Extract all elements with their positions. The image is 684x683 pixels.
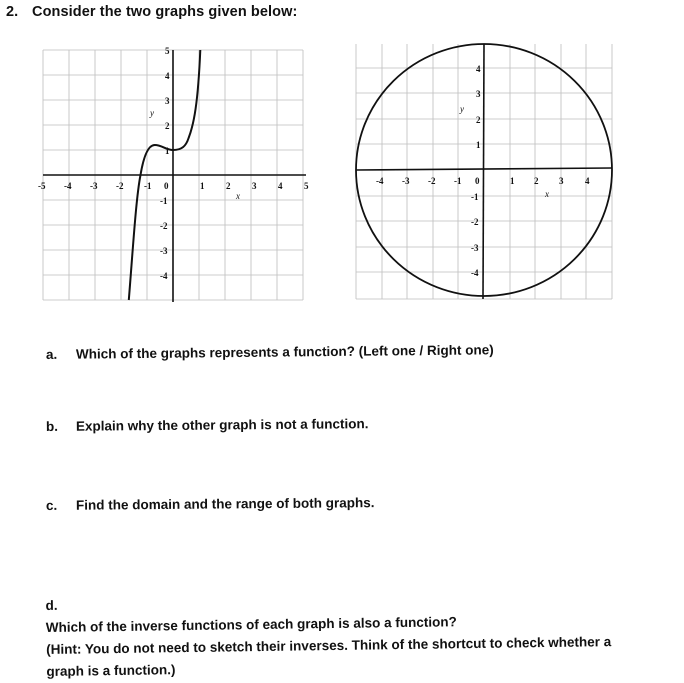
part-c-text: Find the domain and the range of both graphs. bbox=[75, 495, 375, 513]
part-d-question: Which of the inverse functions of each graph is also a function? bbox=[45, 614, 457, 636]
svg-text:-3: -3 bbox=[160, 246, 168, 256]
right-y-axis bbox=[483, 44, 484, 299]
left-graph-canvas bbox=[36, 48, 326, 310]
svg-text:4: 4 bbox=[476, 64, 481, 74]
svg-text:4: 4 bbox=[165, 71, 170, 81]
svg-text:-2: -2 bbox=[160, 221, 168, 231]
question-text: Consider the two graphs given below: bbox=[32, 4, 298, 20]
svg-text:-4: -4 bbox=[64, 181, 72, 191]
svg-text:-3: -3 bbox=[402, 176, 410, 186]
part-b-letter: b. bbox=[45, 418, 59, 434]
right-x-label: x bbox=[545, 189, 549, 199]
svg-text:-4: -4 bbox=[376, 176, 384, 186]
part-a-text: Which of the graphs represents a function? (Left one / Right one) bbox=[75, 342, 494, 362]
right-graph bbox=[350, 42, 630, 304]
svg-text:3: 3 bbox=[252, 181, 257, 191]
svg-text:3: 3 bbox=[476, 89, 481, 99]
left-x-label: x bbox=[236, 191, 240, 201]
svg-text:-1: -1 bbox=[144, 181, 152, 191]
part-a-letter: a. bbox=[45, 346, 58, 362]
svg-text:2: 2 bbox=[226, 181, 231, 191]
svg-text:-2: -2 bbox=[471, 217, 479, 227]
svg-text:-1: -1 bbox=[471, 192, 479, 202]
part-d-letter: d. bbox=[45, 597, 58, 614]
svg-text:2: 2 bbox=[476, 115, 481, 125]
svg-text:-1: -1 bbox=[160, 196, 168, 206]
svg-text:-5: -5 bbox=[38, 181, 46, 191]
svg-text:-2: -2 bbox=[116, 181, 124, 191]
question-title bbox=[6, 4, 297, 20]
svg-text:2: 2 bbox=[534, 176, 539, 186]
svg-text:3: 3 bbox=[559, 176, 564, 186]
left-graph bbox=[36, 48, 326, 310]
svg-text:1: 1 bbox=[165, 146, 170, 156]
svg-text:-3: -3 bbox=[471, 243, 479, 253]
part-d-text bbox=[46, 608, 667, 683]
part-c-letter: c. bbox=[45, 497, 58, 513]
left-y-tick-labels bbox=[160, 46, 170, 281]
left-y-label: y bbox=[150, 108, 154, 118]
svg-text:5: 5 bbox=[165, 46, 170, 56]
part-d bbox=[45, 586, 684, 683]
part-a bbox=[46, 339, 494, 366]
right-y-label: y bbox=[460, 104, 464, 114]
svg-text:1: 1 bbox=[476, 140, 481, 150]
svg-text:0: 0 bbox=[164, 181, 169, 191]
right-graph-canvas bbox=[350, 42, 630, 304]
svg-text:4: 4 bbox=[278, 181, 283, 191]
svg-text:1: 1 bbox=[510, 176, 515, 186]
part-d-hint-line-2: graph is a function.) bbox=[46, 662, 176, 679]
svg-text:5: 5 bbox=[304, 181, 309, 191]
svg-text:-4: -4 bbox=[471, 268, 479, 278]
part-b-text: Explain why the other graph is not a function. bbox=[75, 416, 369, 434]
svg-text:4: 4 bbox=[585, 176, 590, 186]
svg-text:1: 1 bbox=[200, 181, 205, 191]
part-d-hint-line-1: (Hint: You do not need to sketch their inverses. Think of the shortcut to check whether a bbox=[46, 634, 612, 657]
svg-text:-1: -1 bbox=[454, 176, 462, 186]
svg-text:0: 0 bbox=[475, 176, 480, 186]
left-axes bbox=[43, 50, 306, 302]
svg-text:2: 2 bbox=[165, 121, 170, 131]
question-number: 2. bbox=[6, 4, 19, 20]
right-y-tick-labels bbox=[471, 64, 481, 278]
svg-text:-3: -3 bbox=[90, 181, 98, 191]
svg-text:-2: -2 bbox=[428, 176, 436, 186]
part-c bbox=[46, 492, 375, 517]
part-b bbox=[46, 413, 369, 438]
svg-text:3: 3 bbox=[165, 96, 170, 106]
svg-text:-4: -4 bbox=[160, 271, 168, 281]
